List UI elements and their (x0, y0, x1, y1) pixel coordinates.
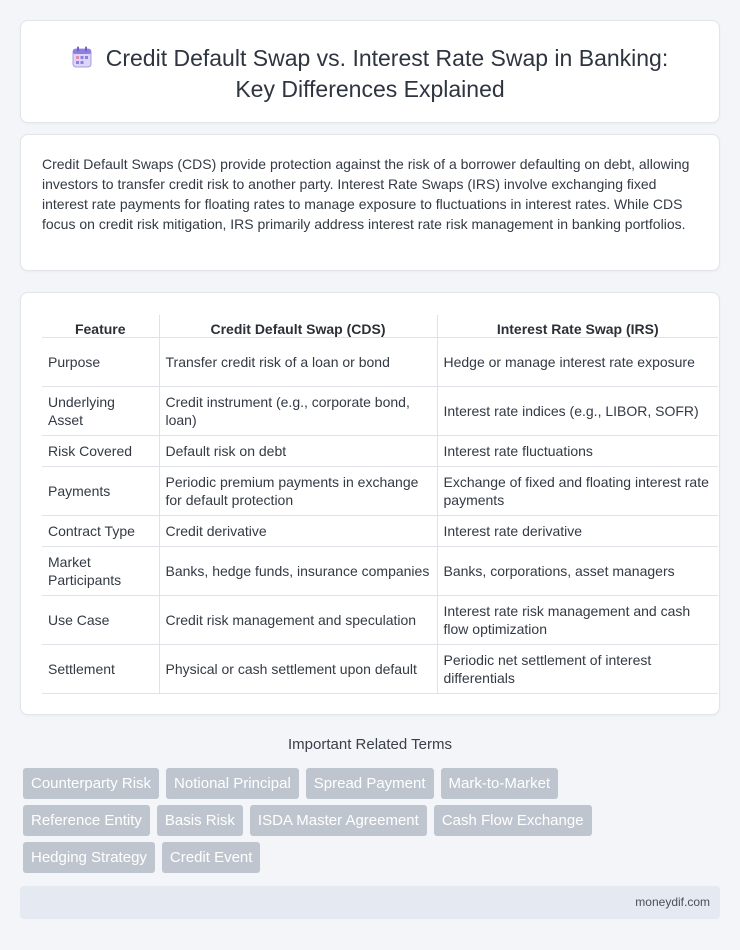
tag-reference-entity[interactable]: Reference Entity (23, 805, 150, 836)
related-terms-heading: Important Related Terms (288, 736, 452, 753)
feature-cell: Underlying Asset (42, 386, 159, 435)
irs-cell: Interest rate indices (e.g., LIBOR, SOFR) (437, 386, 718, 435)
intro-paragraph: Credit Default Swaps (CDS) provide protection against the risk of a borrower defaulting on debt, allowing investors to transfer credit risk to another party. Interest Rate Swaps (IRS) involve exchanging fixed interest rate payments for floating rates to manage exposure to fluctuations in interest rates. While CDS focus on credit risk mitigation, IRS primarily address interest rate risk management in banking portfolios. (42, 156, 690, 232)
tag-cash-flow-exchange[interactable]: Cash Flow Exchange (434, 805, 592, 836)
tag-hedging-strategy[interactable]: Hedging Strategy (23, 842, 155, 873)
cds-cell: Transfer credit risk of a loan or bond (159, 337, 437, 386)
tag-credit-event[interactable]: Credit Event (162, 842, 261, 873)
table-row (42, 644, 718, 693)
feature-cell: Contract Type (42, 515, 159, 546)
feature-cell: Purpose (42, 337, 159, 386)
irs-cell: Hedge or manage interest rate exposure (437, 337, 718, 386)
irs-cell: Periodic net settlement of interest differentials (437, 644, 718, 693)
feature-cell: Settlement (42, 644, 159, 693)
cds-cell: Default risk on debt (159, 435, 437, 466)
comparison-table (42, 315, 718, 694)
irs-cell: Exchange of fixed and floating interest rate payments (437, 466, 718, 515)
page-title (21, 43, 719, 105)
irs-cell: Interest rate fluctuations (437, 435, 718, 466)
irs-cell: Interest rate derivative (437, 515, 718, 546)
tag-spread-payment[interactable]: Spread Payment (306, 768, 434, 799)
irs-cell: Interest rate risk management and cash flow optimization (437, 595, 718, 644)
footer-site[interactable]: moneydif.com (635, 895, 710, 909)
table-row (42, 466, 718, 515)
title-line-1: Credit Default Swap vs. Interest Rate Swap in Banking: (105, 45, 669, 71)
table-header-row (42, 315, 718, 337)
cds-cell: Credit risk management and speculation (159, 595, 437, 644)
cds-cell: Credit instrument (e.g., corporate bond, loan) (159, 386, 437, 435)
feature-cell: Payments (42, 466, 159, 515)
feature-cell: Risk Covered (42, 435, 159, 466)
calendar-icon (72, 46, 92, 68)
related-terms-list (23, 768, 623, 879)
table-row (42, 386, 718, 435)
irs-cell: Banks, corporations, asset managers (437, 546, 718, 595)
intro-card (20, 134, 720, 271)
tag-row (23, 842, 623, 873)
feature-cell: Use Case (42, 595, 159, 644)
cds-cell: Banks, hedge funds, insurance companies (159, 546, 437, 595)
title-card (20, 20, 720, 123)
cds-cell: Physical or cash settlement upon default (159, 644, 437, 693)
table-row (42, 435, 718, 466)
cds-cell: Credit derivative (159, 515, 437, 546)
tag-counterparty-risk[interactable]: Counterparty Risk (23, 768, 159, 799)
feature-cell: Market Participants (42, 546, 159, 595)
header-cds: Credit Default Swap (CDS) (159, 315, 437, 337)
header-feature: Feature (42, 315, 159, 337)
tag-mark-to-market[interactable]: Mark-to-Market (441, 768, 559, 799)
table-row (42, 595, 718, 644)
footer (20, 886, 720, 919)
tag-notional-principal[interactable]: Notional Principal (166, 768, 299, 799)
tag-row (23, 768, 623, 799)
comparison-card (20, 292, 720, 715)
header-irs: Interest Rate Swap (IRS) (437, 315, 718, 337)
tag-row (23, 805, 623, 836)
tag-basis-risk[interactable]: Basis Risk (157, 805, 243, 836)
cds-cell: Periodic premium payments in exchange for default protection (159, 466, 437, 515)
table-row (42, 337, 718, 386)
table-row (42, 515, 718, 546)
tag-isda-master-agreement[interactable]: ISDA Master Agreement (250, 805, 427, 836)
table-row (42, 546, 718, 595)
title-line-2: Key Differences Explained (235, 76, 505, 102)
